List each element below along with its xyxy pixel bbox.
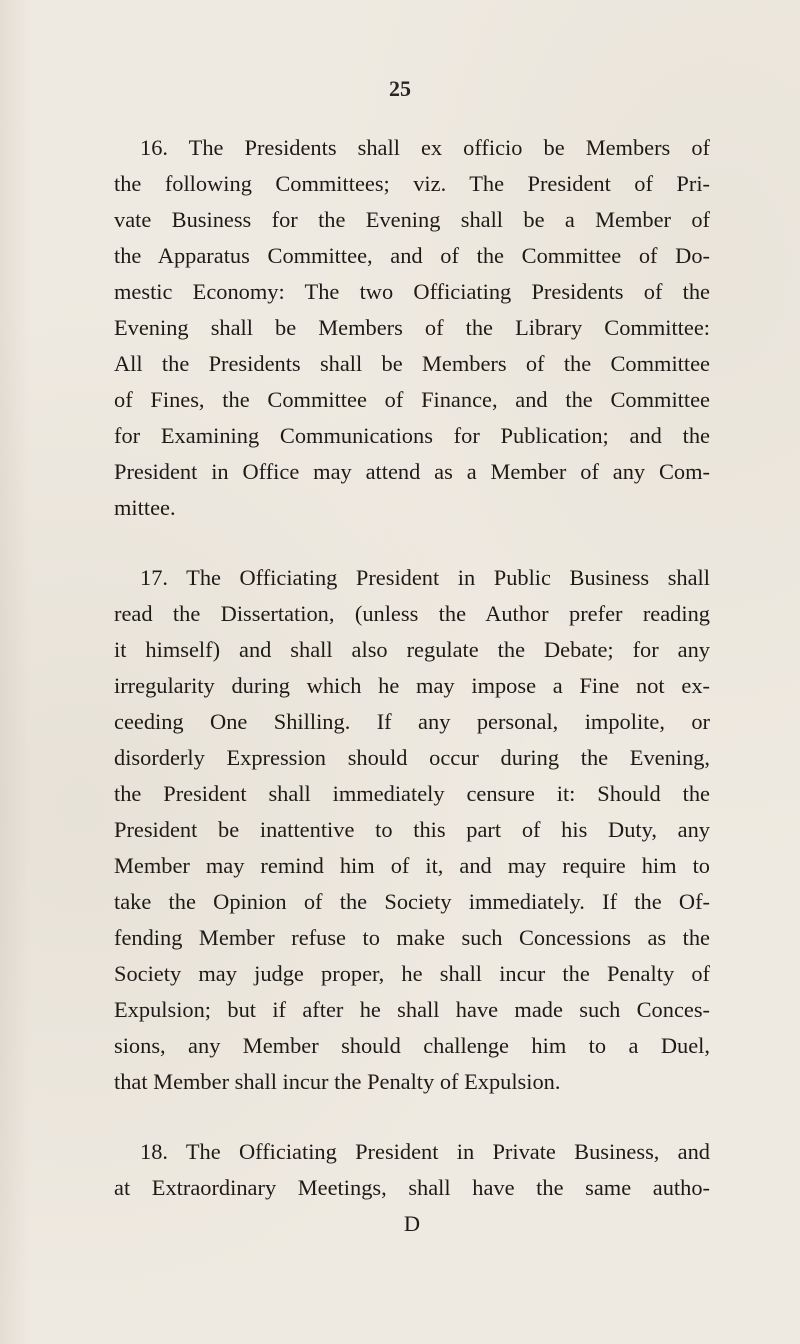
- text-line: read the Dissertation, (unless the Author prefer reading: [114, 601, 710, 626]
- text-line: mestic Economy: The two Officiating Presidents of the: [114, 279, 710, 304]
- page-number: 25: [389, 76, 411, 101]
- text-line: vate Business for the Evening shall be a Member of: [114, 207, 710, 232]
- text-line: sions, any Member should challenge him to a Duel,: [114, 1033, 710, 1058]
- text-line: at Extraordinary Meetings, shall have the same autho-: [114, 1175, 710, 1200]
- text-line: fending Member refuse to make such Concessions as the: [114, 925, 710, 950]
- paragraph-16: [114, 130, 710, 526]
- text-line: Expulsion; but if after he shall have made such Conces-: [114, 997, 710, 1022]
- text-line: it himself) and shall also regulate the Debate; for any: [114, 637, 710, 662]
- text-line: the President shall immediately censure it: Should the: [114, 781, 710, 806]
- text-line: irregularity during which he may impose a Fine not ex-: [114, 673, 710, 698]
- paragraph-17: [114, 560, 710, 1100]
- text-line: that Member shall incur the Penalty of Expulsion.: [114, 1069, 561, 1094]
- text-line: the following Committees; viz. The President of Pri-: [114, 171, 710, 196]
- text-line: ceeding One Shilling. If any personal, impolite, or: [114, 709, 710, 734]
- text-line: 16. The Presidents shall ex officio be Members of: [140, 135, 710, 160]
- text-line: President be inattentive to this part of his Duty, any: [114, 817, 710, 842]
- text-line: Member may remind him of it, and may require him to: [114, 853, 710, 878]
- text-line: All the Presidents shall be Members of the Committee: [114, 351, 710, 376]
- text-block: [114, 130, 710, 1242]
- text-line: take the Opinion of the Society immediately. If the Of-: [114, 889, 710, 914]
- signature-mark: D: [403, 1211, 421, 1236]
- text-line: for Examining Communications for Publication; and the: [114, 423, 710, 448]
- text-line: Evening shall be Members of the Library Committee:: [114, 315, 710, 340]
- text-line: disorderly Expression should occur during the Evening,: [114, 745, 710, 770]
- text-line: 18. The Officiating President in Private Business, and: [140, 1139, 710, 1164]
- text-line: President in Office may attend as a Member of any Com-: [114, 459, 710, 484]
- text-line: mittee.: [114, 495, 176, 520]
- text-line: Society may judge proper, he shall incur the Penalty of: [114, 961, 710, 986]
- text-line: the Apparatus Committee, and of the Committee of Do-: [114, 243, 710, 268]
- paragraph-gap: [114, 526, 710, 560]
- text-line: 17. The Officiating President in Public Business shall: [140, 565, 710, 590]
- paragraph-gap: [114, 1100, 710, 1134]
- text-line: of Fines, the Committee of Finance, and the Committee: [114, 387, 710, 412]
- paragraph-18: [114, 1134, 710, 1206]
